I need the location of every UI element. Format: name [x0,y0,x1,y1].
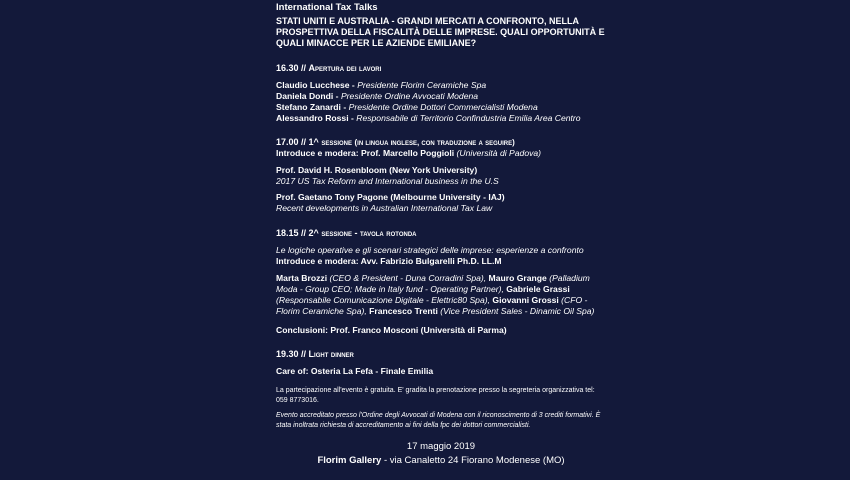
session2-moderator: Introduce e modera: Avv. Fabrizio Bulgarelli Ph.D. LL.M [276,256,502,266]
session1-heading [276,137,606,148]
list-item: Stefano Zanardi - Presidente Ordine Dottori Commercialisti Modena [276,102,538,112]
session2-time: 18.15 // 2^ [276,228,319,238]
event-headline: STATI UNITI E AUSTRALIA - GRANDI MERCATI A CONFRONTO, NELLA PROSPETTIVA DELLA FISCALITÀ DELLE IMPRESE. QUALI OPPORTUNITÀ E QUALI MINACCE PER LE AZIENDE EMILIANE? [276,16,605,48]
session1-talk [276,192,606,214]
list-item: Claudio Lucchese - Presidente Florim Ceramiche Spa [276,80,487,90]
session1-time: 17.00 // 1^ [276,137,319,147]
talk-speaker: Prof. David H. Rosenbloom (New York University) [276,165,478,175]
session2-conclusions: Conclusioni: Prof. Franco Mosconi (Università di Parma) [276,325,507,335]
session1-talk [276,165,606,187]
talk-title: Recent developments in Australian International Tax Law [276,203,493,213]
session2-heading [276,228,606,239]
session1-moderator: Introduce e modera: Prof. Marcello Poggioli (Università di Padova) [276,148,542,158]
event-venue: Florim Gallery - via Canaletto 24 Fiorano Modenese (MO) [317,455,565,466]
opening-speakers [276,80,606,124]
session2-panelists: Marta Brozzi (CEO & President - Duna Corradini Spa), Mauro Grange (Palladium Moda - Group CEO; Made in Italy fund - Operating Partner), Gabriele Grassi (Responsabile Comunicazione Digitale - Elettric80 Spa), Giovanni Grossi (CFO - Florim Ceramiche Spa), Francesco Trenti (Vice President Sales - Dinamic Oil Spa) [276,273,595,316]
dinner-title: Light dinner [308,349,354,359]
dinner-heading [276,349,606,360]
event-date: 17 maggio 2019 [406,441,476,452]
program-column [276,2,606,467]
dinner-care-of: Care of: Osteria La Fefa - Finale Emilia [276,366,434,376]
opening-heading [276,63,606,74]
list-item: Alessandro Rossi - Responsabile di Territorio Confindustria Emilia Area Centro [276,113,581,123]
session2-subtitle: Le logiche operative e gli scenari strategici delle imprese: esperienze a confronto [276,245,584,255]
accreditation-note: Evento accreditato presso l'Ordine degli Avvocati di Modena con il riconoscimento di 3 crediti formativi. È stata inoltrata richiesta di accreditamento ai fini della fpc dei dottori commercialisti. [276,412,601,429]
talk-speaker: Prof. Gaetano Tony Pagone (Melbourne University - IAJ) [276,192,505,202]
opening-time: 16.30 // [276,63,307,73]
session2-title: sessione - tavola rotonda [321,228,417,238]
list-item: Daniela Dondi - Presidente Ordine Avvocati Modena [276,91,479,101]
participation-note: La partecipazione all'evento è gratuita. E' gradita la prenotazione presso la segreteria organizzativa tel: 059 8773016. [276,387,595,404]
talk-title: 2017 US Tax Reform and International business in the U.S [276,176,499,186]
event-title: International Tax Talks [276,2,378,13]
opening-title: Apertura dei lavori [308,63,382,73]
dinner-time: 19.30 // [276,349,307,359]
session1-title: sessione [321,137,352,147]
session1-note: (in lingua inglese, con traduzione a seguire) [354,138,515,147]
